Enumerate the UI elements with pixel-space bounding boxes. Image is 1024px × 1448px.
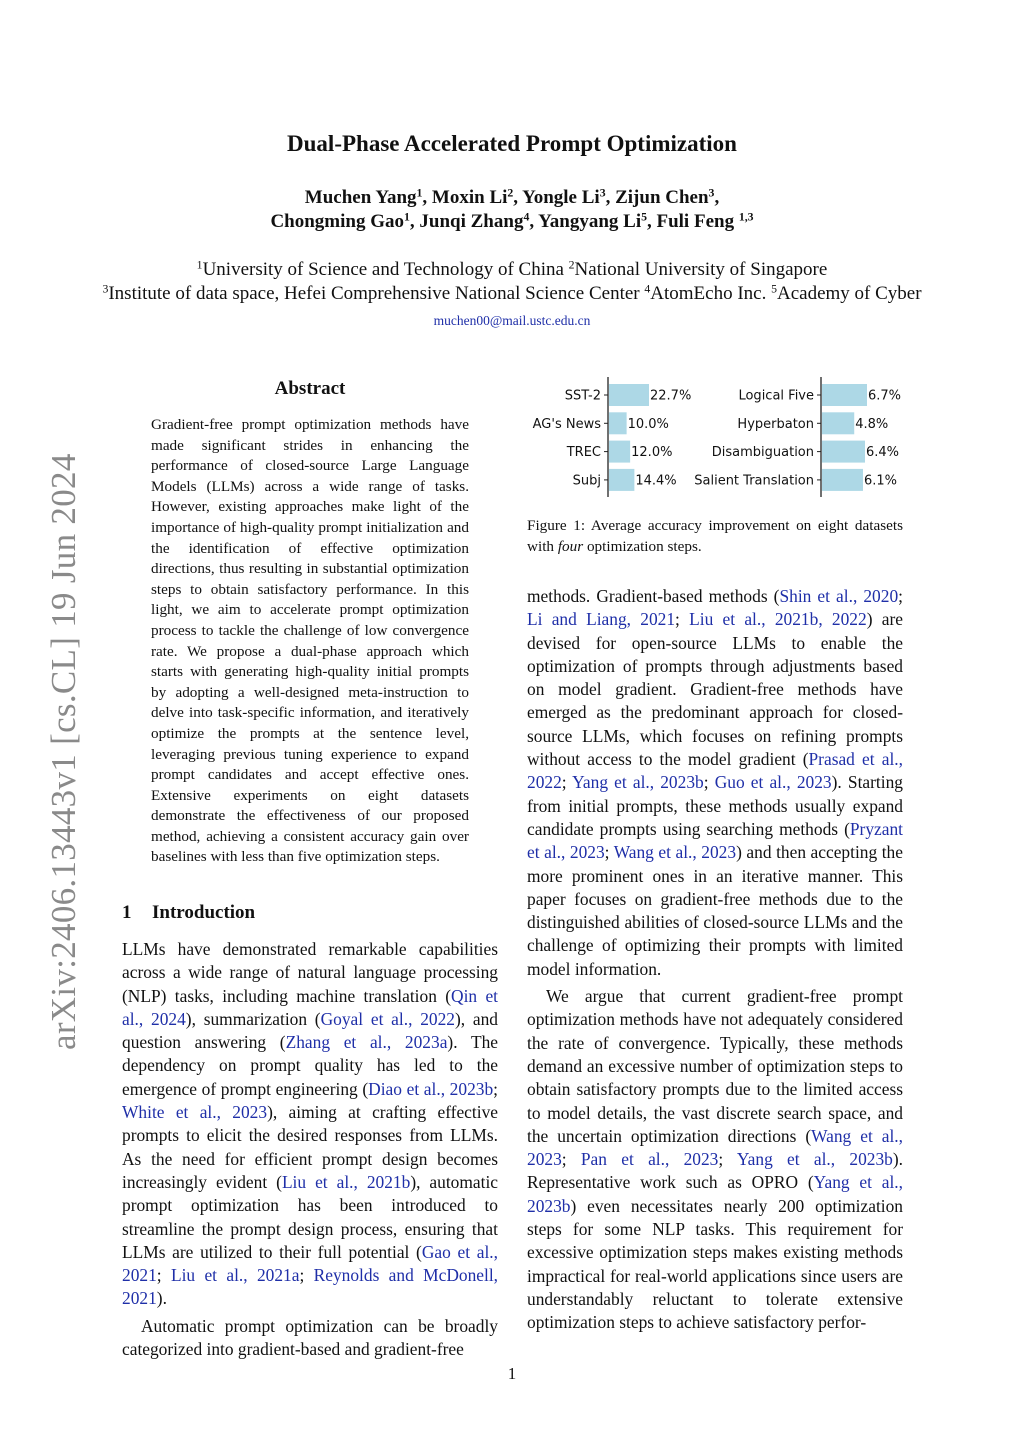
citation-link[interactable]: Reynolds and McDonell, 2021 [122, 1265, 498, 1309]
text-run: ; [898, 586, 903, 606]
data-label: 6.1% [863, 473, 898, 489]
abstract-body: Gradient-free prompt optimization methods have made significant strides in enhancing the performance of closed-source Large Language Models (LLMs) across a wide range of tasks. However, existing approaches make light of the importance of high-quality prompt initialization and the identification of effective optimization directions, thus resulting in substantial optimization steps to obtain satisfactory performance. In this light, we aim to accelerate prompt optimization process to tackle the challenge of low convergence rate. We propose a dual-phase approach which starts with generating high-quality initial prompts by adopting a well-designed meta-instruction to delve into task-specific information, and iteratively optimize the prompts at the sentence level, leveraging previous tuning experience to expand prompt candidates and accept effective ones. Extensive experiments on eight datasets demonstrate the effectiveness of our proposed method, achieving a consistent accuracy gain over baselines with less than five optimization steps. [151, 416, 469, 866]
category-label: AG's News [532, 416, 601, 432]
bar-logical-five [822, 384, 867, 406]
arxiv-stamp: arXiv:2406.13443v1 [cs.CL] 19 Jun 2024 [44, 453, 83, 1050]
text-run: ) are devised for open-source LLMs to enable the optimization of prompts through adjustments based on model gradient. Gradient-free methods have emerged as the predominant approach for closed-source LLMs, which focuses on refining prompts without access to the model gradient ( [527, 609, 903, 770]
author-email[interactable]: muchen00@mail.ustc.edu.cn [433, 313, 591, 328]
citation-link[interactable]: Yang et al., 2023b [736, 1149, 893, 1170]
left-column-text [122, 938, 498, 1361]
section-title: Introduction [152, 902, 256, 923]
category-label: Disambiguation [711, 445, 814, 461]
category-label: SST-2 [564, 388, 601, 404]
bar-sst-2 [609, 384, 649, 406]
citation-link[interactable]: Goyal et al., 2022 [320, 1008, 455, 1029]
authors-line-1: Muchen Yang$^1$, Moxin Li$^2$, Yongle Li$^3$, Zijun Chen$^3$, [304, 186, 720, 208]
affiliation-name: University of Science and Technology of China [202, 259, 569, 280]
citation-link[interactable]: Yang et al., 2023b [572, 772, 704, 793]
affiliations-line-1 [0, 259, 1024, 281]
affiliation-mark: 4 [644, 282, 651, 296]
citation-link[interactable]: Liu et al., 2021a [170, 1265, 300, 1286]
category-label: Logical Five [738, 388, 814, 404]
bar-trec [609, 441, 630, 463]
citation-link[interactable]: Liu et al., 2021b [281, 1171, 411, 1192]
text-run: methods. Gradient-based methods ( [527, 586, 780, 606]
author-affiliation-mark: 1 [404, 210, 410, 224]
author-name: Fuli Feng [656, 211, 739, 232]
author-name: Yongle Li [522, 187, 600, 208]
author-affiliation-mark: 4 [523, 210, 530, 224]
citation-link[interactable]: Diao et al., 2023b [368, 1078, 494, 1099]
category-label: Hyperbaton [737, 416, 814, 432]
text-run: LLMs have demonstrated remarkable capabilities across a wide range of natural language processing (NLP) tasks, including machine translation ( [122, 939, 498, 1006]
text-run: ; [156, 1265, 171, 1286]
author-name: Moxin Li [431, 187, 508, 208]
author-affiliation-mark: 5 [641, 210, 647, 224]
citation-link[interactable]: Shin et al., 2020 [779, 586, 899, 606]
citation-link[interactable]: Wang et al., 2023 [613, 842, 737, 863]
affiliation-mark: 5 [771, 282, 777, 296]
data-label: 22.7% [650, 388, 692, 404]
author-name: Zijun Chen [615, 187, 709, 208]
text-run: ; [561, 772, 573, 793]
text-run: ; [718, 1149, 737, 1170]
affiliation-name: National University of Singapore [574, 259, 828, 280]
data-label: 6.4% [865, 445, 900, 461]
affiliations-line-2 [0, 283, 1024, 305]
text-run: ; [703, 772, 715, 793]
paper-title: Dual-Phase Accelerated Prompt Optimization [287, 131, 737, 156]
data-label: 4.8% [855, 416, 889, 432]
citation-link[interactable]: Zhang et al., 2023a [285, 1032, 448, 1053]
right-column-text [527, 585, 903, 1335]
affiliation-name: Academy of Cyber [776, 283, 922, 304]
text-run: ). Starting from initial prompts, these methods usually expand candidate prompts using searching methods ( [527, 772, 903, 839]
abstract-heading: Abstract [274, 378, 346, 399]
text-run: We argue that current gradient-free prompt optimization methods have not adequately considered the rate of convergence. Typically, these methods demand an excessive number of optimization steps to obtain satisfactory prompts due to the limited access to model details, the vast discrete search space, and the uncertain optimization directions ( [527, 986, 903, 1146]
text-run: Automatic prompt optimization can be broadly categorized into gradient-based and gradient-free [122, 1315, 498, 1360]
paragraph [527, 985, 903, 1334]
text-run: ). Representative work such as OPRO ( [527, 1149, 903, 1193]
citation-link[interactable]: Qin et al., 2024 [122, 985, 498, 1029]
citation-link[interactable]: Yang et al., 2023b [527, 1172, 903, 1216]
data-label: 10.0% [627, 416, 669, 432]
section-heading-introduction [122, 902, 255, 924]
bar-subj [609, 469, 634, 491]
text-run: ). The dependency on prompt quality has led to the emergence of prompt engineering ( [122, 1032, 498, 1099]
text-run: ) even necessitates nearly 200 optimization steps for some NLP tasks. This requirement for excessive optimization steps makes existing methods impractical for real-world applications since users are understandably reluctant to tolerate extensive optimization steps to achieve satisfactory perfor- [527, 1195, 903, 1333]
affiliation-mark: 2 [568, 258, 575, 272]
text-run: ), and question answering ( [122, 1008, 498, 1053]
caption-text: Figure 1: Average accuracy improvement on eight datasets with [527, 517, 903, 555]
data-label: 12.0% [631, 445, 673, 461]
affiliation-mark: 1 [196, 258, 203, 272]
text-run: ), automatic prompt optimization has been introduced to streamline the prompt design process, ensuring that LLMs are utilized to their full potential ( [122, 1171, 499, 1262]
text-run: ; [493, 1078, 498, 1099]
bar-hyperbaton [822, 412, 854, 434]
caption-text-end: optimization steps. [583, 537, 702, 555]
author-name: Chongming Gao [270, 211, 405, 232]
authors-line-2: Chongming Gao$^1$, Junqi Zhang$^4$, Yangyang Li$^5$, Fuli Feng $^{1,3}$ [270, 210, 754, 232]
text-run: ), summarization ( [185, 1008, 321, 1029]
affiliation-name: AtomEcho Inc. [650, 283, 772, 304]
paragraph [527, 585, 903, 981]
figure-1-chart [520, 377, 920, 497]
citation-link[interactable]: Li and Liang, 2021 [527, 609, 676, 630]
author-affiliation-mark: 3 [599, 186, 606, 200]
paragraph [122, 938, 498, 1311]
text-run: ) and then accepting the more prominent ones in an iterative manner. This paper focuses on gradient-free methods due to the distinguished abilities of closed-source LLMs and the challenge of optimizing their prompts with limited model information. [527, 842, 903, 979]
author-affiliation-mark: 2 [507, 186, 514, 200]
citation-link[interactable]: Pryzant et al., 2023 [527, 818, 903, 863]
author-name: Junqi Zhang [419, 211, 524, 232]
category-label: Salient Translation [694, 473, 814, 489]
paragraph [122, 1315, 498, 1362]
text-run: ), aiming at crafting effective prompts to elicit the desired responses from LLMs. As the need for efficient prompt design becomes increasingly evident ( [122, 1102, 498, 1192]
citation-link[interactable]: Gao et al., 2021 [122, 1241, 499, 1286]
text-run: ; [561, 1149, 581, 1170]
page-number: 1 [507, 1364, 517, 1383]
text-run: ). [156, 1288, 167, 1309]
citation-link[interactable]: Liu et al., 2021b, 2022 [689, 609, 867, 630]
citation-link[interactable]: Pan et al., 2023 [580, 1149, 719, 1170]
data-label: 6.7% [868, 388, 902, 404]
citation-link[interactable]: Guo et al., 2023 [714, 772, 832, 793]
affiliation-name: Institute of data space, Hefei Comprehensive National Science Center [108, 283, 645, 304]
author-affiliation-mark: 1,3 [738, 210, 754, 224]
citation-link[interactable]: White et al., 2023 [122, 1102, 268, 1123]
text-run: ; [675, 609, 690, 630]
section-number: 1 [122, 902, 132, 923]
citation-link[interactable]: Wang et al., 2023 [527, 1125, 904, 1170]
affiliation-mark: 3 [102, 282, 109, 296]
bar-salient-translation [822, 469, 863, 491]
citation-link[interactable]: Prasad et al., 2022 [527, 749, 903, 793]
figure-1-caption [527, 516, 903, 557]
author-name: Yangyang Li [538, 211, 642, 232]
author-affiliation-mark: 3 [708, 186, 715, 200]
data-label: 14.4% [635, 473, 677, 489]
bar-disambiguation [822, 441, 865, 463]
text-run: ; [299, 1265, 314, 1286]
text-run: ; [604, 842, 614, 863]
category-label: Subj [572, 473, 601, 489]
bar-ag-s-news [609, 412, 627, 434]
caption-emphasis: four [557, 537, 584, 555]
author-affiliation-mark: 1 [416, 186, 423, 200]
author-name: Muchen Yang [304, 187, 417, 208]
category-label: TREC [566, 445, 601, 461]
